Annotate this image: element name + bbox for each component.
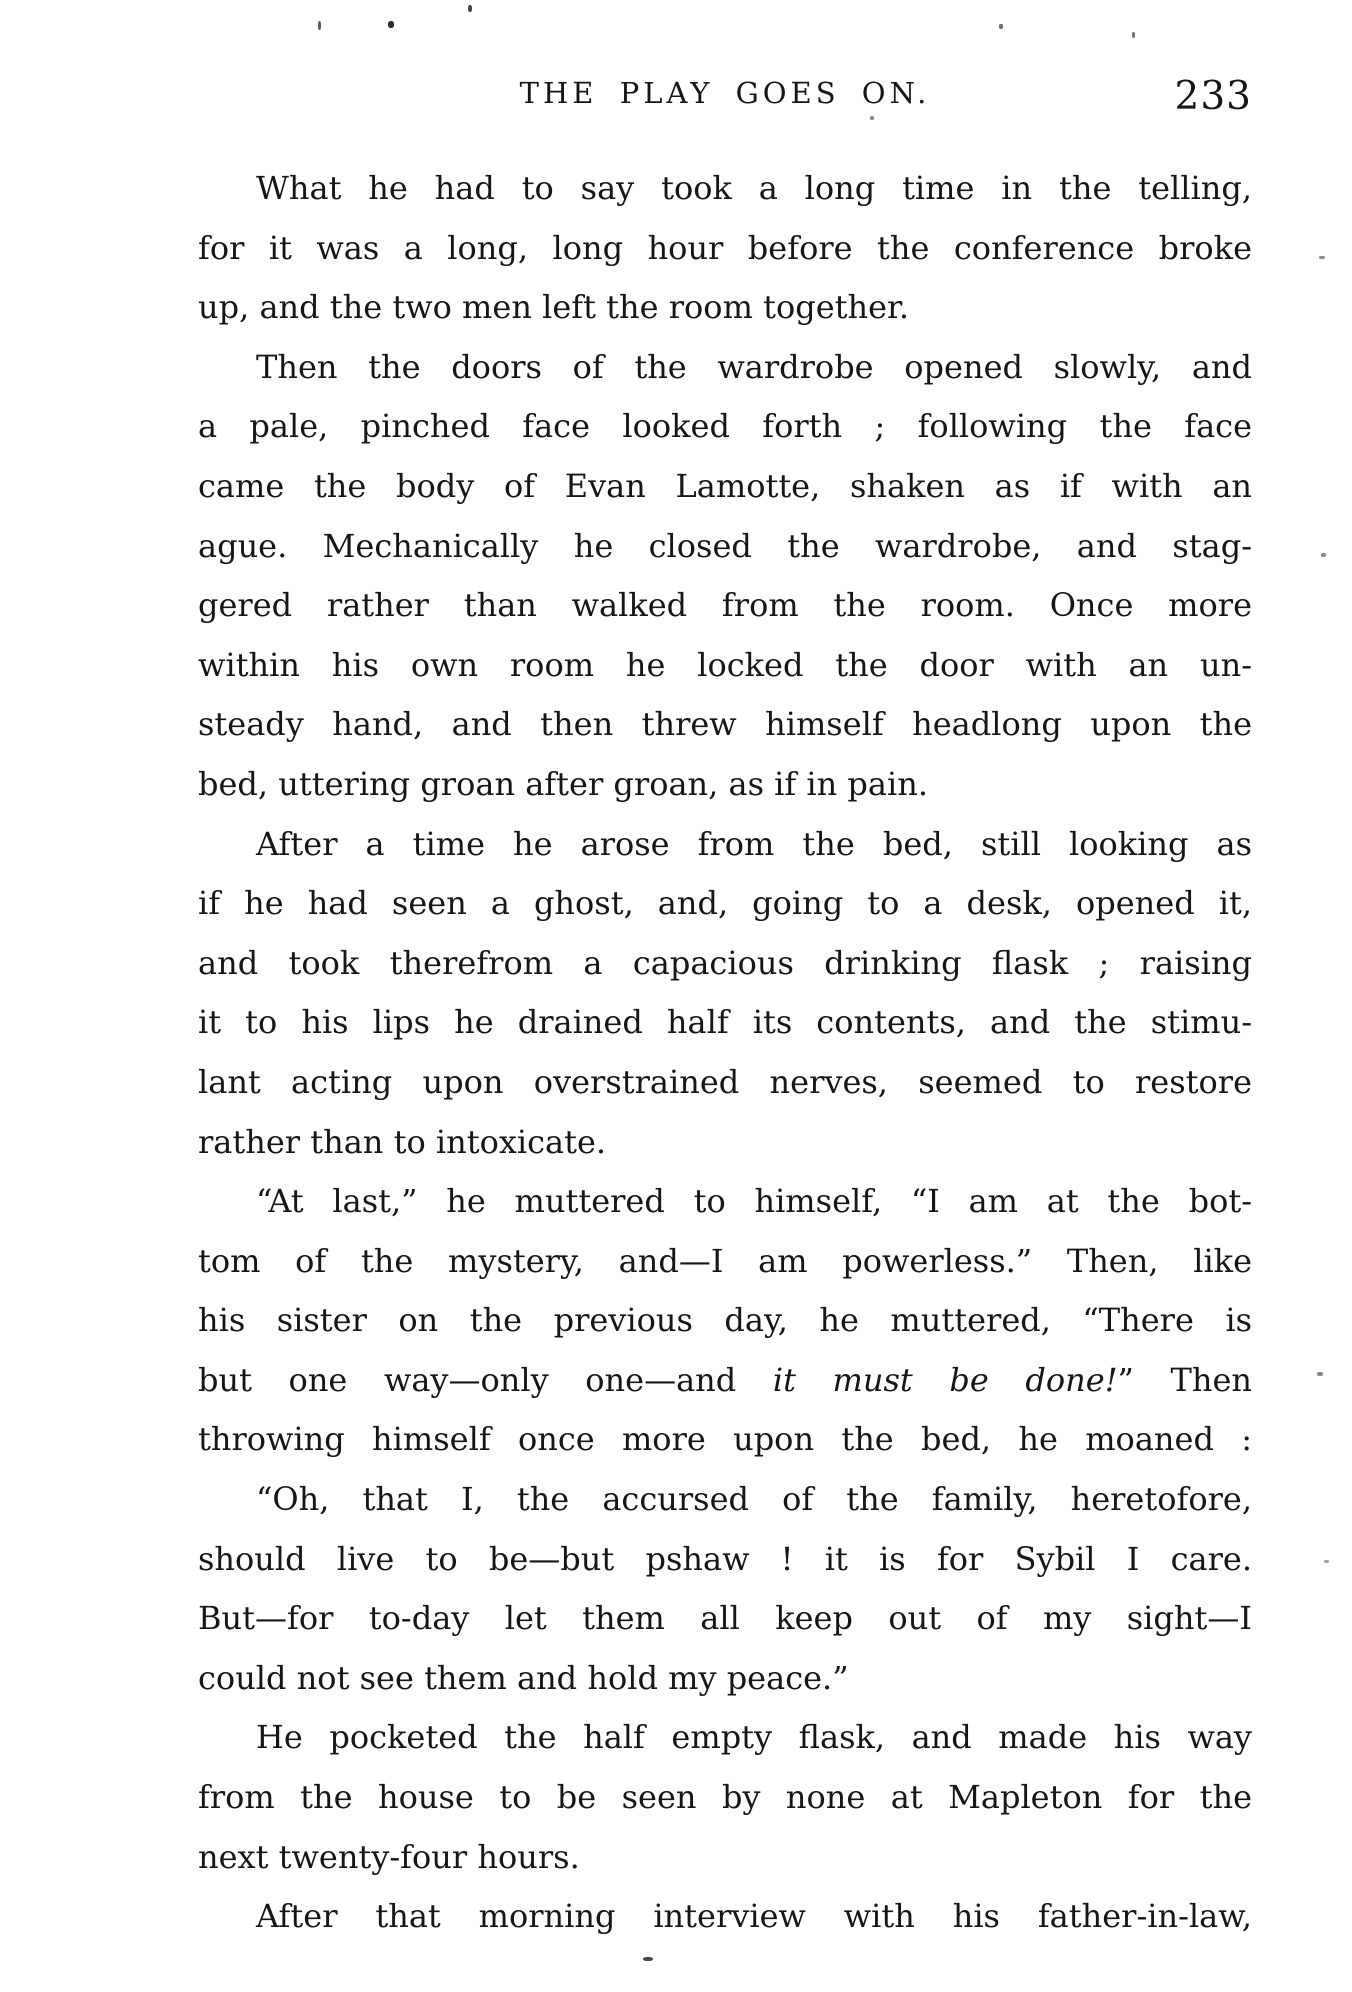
text-line <box>198 1530 1252 1590</box>
text-line <box>198 1768 1252 1828</box>
text-run: from the house to be seen by none at Mapleton for the <box>198 1778 1252 1817</box>
text-line <box>198 1470 1252 1530</box>
text-run: could not see them and hold my peace.” <box>198 1658 849 1697</box>
text-line <box>198 874 1252 934</box>
text-run: gered rather than walked from the room. Once more <box>198 586 1252 625</box>
text-run: within his own room he locked the door with an un- <box>198 645 1252 684</box>
scan-speck <box>999 24 1003 29</box>
text-run: came the body of Evan Lamotte, shaken as if with an <box>198 466 1252 505</box>
paragraph <box>198 159 1252 338</box>
text-line <box>198 934 1252 994</box>
paragraph <box>198 1172 1252 1470</box>
text-run: for it was a long, long hour before the conference broke <box>198 228 1252 267</box>
text-run: should live to be—but pshaw ! it is for Sybil I care. <box>198 1539 1252 1578</box>
scan-speck <box>870 116 874 120</box>
text-run: his sister on the previous day, he muttered, “There is <box>198 1301 1252 1340</box>
text-run: What he had to say took a long time in the telling, <box>256 169 1252 207</box>
text-run: but one way—only one—and <box>198 1360 773 1399</box>
scan-speck <box>468 5 472 12</box>
text-run: After that morning interview with his father-in-law, <box>256 1897 1252 1936</box>
text-line <box>198 815 1252 875</box>
text-line <box>198 338 1252 398</box>
text-run: After a time he arose from the bed, still looking as <box>256 824 1252 863</box>
text-run: up, and the two men left the room together. <box>198 288 909 327</box>
text-run: ” Then <box>1117 1360 1252 1399</box>
text-line <box>198 1708 1252 1768</box>
text-line <box>198 278 1252 338</box>
page-body <box>198 159 1252 1947</box>
text-run: He pocketed the half empty flask, and made his way <box>256 1718 1252 1757</box>
scan-speck <box>388 21 394 28</box>
text-line <box>198 636 1252 696</box>
scan-speck <box>318 21 321 30</box>
page-number: 233 <box>1174 74 1252 119</box>
page-header <box>198 70 1252 134</box>
text-line <box>198 1410 1252 1470</box>
paragraph <box>198 1708 1252 1887</box>
text-run: a pale, pinched face looked forth ; following the face <box>198 407 1252 446</box>
text-run: tom of the mystery, and—I am powerless.” Then, like <box>198 1241 1252 1280</box>
text-run: if he had seen a ghost, and, going to a desk, opened it, <box>198 884 1252 923</box>
scan-speck <box>1321 553 1326 557</box>
text-line <box>198 1232 1252 1292</box>
running-title: THE PLAY GOES ON. <box>519 76 931 110</box>
italic-phrase: it must be done! <box>772 1360 1118 1399</box>
text-line <box>198 159 1252 219</box>
text-line <box>198 993 1252 1053</box>
text-run: it to his lips he drained half its contents, and the stimu- <box>198 1003 1252 1042</box>
text-line <box>198 695 1252 755</box>
paragraph <box>198 338 1252 815</box>
text-line <box>198 1351 1252 1411</box>
text-run: “Oh, that I, the accursed of the family, heretofore, <box>256 1480 1252 1519</box>
text-run: bed, uttering groan after groan, as if in pain. <box>198 764 928 803</box>
text-line <box>198 1291 1252 1351</box>
scan-speck <box>1324 1560 1329 1563</box>
text-line <box>198 1113 1252 1173</box>
text-run: Then the doors of the wardrobe opened slowly, and <box>256 347 1252 386</box>
text-run: ague. Mechanically he closed the wardrobe, and stag- <box>198 526 1252 565</box>
scan-speck <box>1319 256 1325 259</box>
text-line <box>198 1649 1252 1709</box>
text-line <box>198 397 1252 457</box>
text-line <box>198 755 1252 815</box>
text-line <box>198 457 1252 517</box>
text-line <box>198 517 1252 577</box>
paragraph <box>198 1470 1252 1708</box>
text-line <box>198 1887 1252 1947</box>
text-run: But—for to-day let them all keep out of my sight—I <box>198 1599 1252 1638</box>
text-line <box>198 1053 1252 1113</box>
text-run: steady hand, and then threw himself headlong upon the <box>198 705 1252 744</box>
scan-speck <box>1317 1372 1323 1376</box>
text-line <box>198 1828 1252 1888</box>
text-line <box>198 1589 1252 1649</box>
text-run: throwing himself once more upon the bed, he moaned : <box>198 1420 1252 1459</box>
text-run: lant acting upon overstrained nerves, seemed to restore <box>198 1062 1252 1101</box>
scan-speck <box>643 1957 653 1961</box>
paragraph <box>198 815 1252 1173</box>
text-run: and took therefrom a capacious drinking flask ; raising <box>198 943 1252 982</box>
text-run: rather than to intoxicate. <box>198 1122 607 1161</box>
paragraph <box>198 1887 1252 1947</box>
text-run: next twenty-four hours. <box>198 1837 580 1876</box>
text-line <box>198 576 1252 636</box>
scan-speck <box>1132 32 1135 38</box>
text-line <box>198 219 1252 279</box>
text-run: “At last,” he muttered to himself, “I am at the bot- <box>256 1182 1252 1221</box>
text-line <box>198 1172 1252 1232</box>
